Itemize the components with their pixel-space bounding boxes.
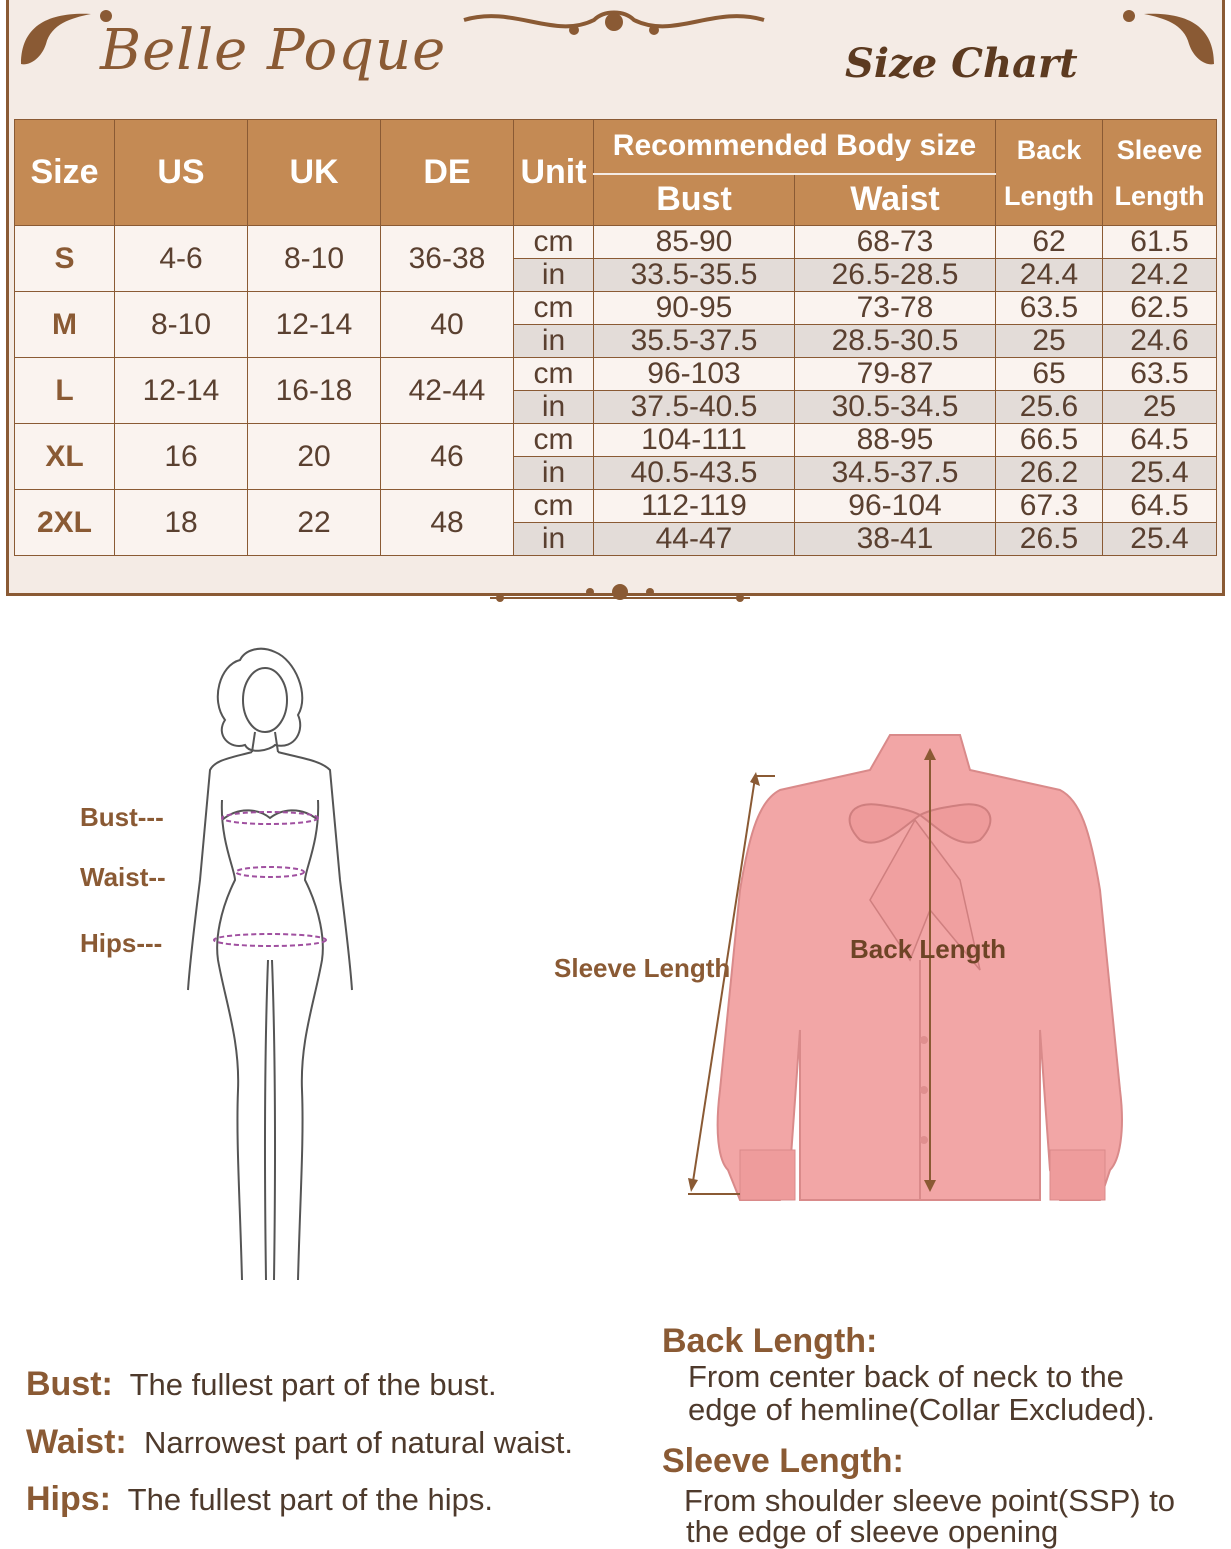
header-back-length-text: Back Length <box>1004 134 1094 211</box>
sleeve-cell: 63.5 <box>1103 358 1217 391</box>
definition-sleeve-length-line2: the edge of sleeve opening <box>686 1514 1059 1549</box>
waist-cell: 34.5-37.5 <box>795 457 996 490</box>
unit-cell: in <box>514 391 594 424</box>
definition-bust-term: Bust: <box>26 1365 113 1403</box>
waist-cell: 68-73 <box>795 226 996 259</box>
bust-cell: 90-95 <box>594 292 795 325</box>
header-sleeve-length <box>1103 120 1217 226</box>
table-row <box>15 490 1217 523</box>
figure-label-waist: Waist-- <box>80 862 166 892</box>
unit-cell: in <box>514 259 594 292</box>
back-cell: 62 <box>996 226 1103 259</box>
figure-label-hips: Hips--- <box>80 928 163 958</box>
size-cell: 2XL <box>15 490 115 556</box>
definition-back-length-line1: From center back of neck to the <box>688 1359 1124 1394</box>
size-table <box>14 119 1217 556</box>
corner-flourish-right <box>1104 4 1224 74</box>
definition-sleeve-length-line1: From shoulder sleeve point(SSP) to <box>684 1483 1176 1518</box>
de-cell: 46 <box>381 424 514 490</box>
bust-cell: 104-111 <box>594 424 795 457</box>
back-cell: 25.6 <box>996 391 1103 424</box>
bust-cell: 35.5-37.5 <box>594 325 795 358</box>
size-cell: M <box>15 292 115 358</box>
size-cell: XL <box>15 424 115 490</box>
size-cell: S <box>15 226 115 292</box>
header-size: Size <box>15 120 115 226</box>
sleeve-cell: 62.5 <box>1103 292 1217 325</box>
de-cell: 48 <box>381 490 514 556</box>
waist-cell: 26.5-28.5 <box>795 259 996 292</box>
unit-cell: in <box>514 457 594 490</box>
definition-back-length-term: Back Length: <box>662 1322 878 1360</box>
uk-cell: 22 <box>248 490 381 556</box>
waist-cell: 79-87 <box>795 358 996 391</box>
header-unit: Unit <box>514 120 594 226</box>
bust-cell: 112-119 <box>594 490 795 523</box>
figure-label-sleeve-length: Sleeve Length <box>554 953 731 983</box>
unit-cell: cm <box>514 226 594 259</box>
waist-cell: 73-78 <box>795 292 996 325</box>
chart-title: Size Chart <box>845 40 1078 87</box>
unit-cell: cm <box>514 490 594 523</box>
us-cell: 18 <box>115 490 248 556</box>
back-cell: 25 <box>996 325 1103 358</box>
waist-cell: 96-104 <box>795 490 996 523</box>
bust-cell: 33.5-35.5 <box>594 259 795 292</box>
definition-hips <box>26 1480 493 1519</box>
blouse-illustration <box>680 730 1150 1210</box>
uk-cell: 20 <box>248 424 381 490</box>
back-cell: 67.3 <box>996 490 1103 523</box>
us-cell: 8-10 <box>115 292 248 358</box>
uk-cell: 12-14 <box>248 292 381 358</box>
de-cell: 40 <box>381 292 514 358</box>
back-cell: 63.5 <box>996 292 1103 325</box>
waist-cell: 88-95 <box>795 424 996 457</box>
header-waist: Waist <box>795 174 996 226</box>
waist-cell: 38-41 <box>795 523 996 556</box>
table-row <box>15 226 1217 259</box>
header-back-length <box>996 120 1103 226</box>
back-cell: 26.2 <box>996 457 1103 490</box>
unit-cell: cm <box>514 358 594 391</box>
sleeve-cell: 64.5 <box>1103 424 1217 457</box>
sleeve-cell: 64.5 <box>1103 490 1217 523</box>
table-row <box>15 424 1217 457</box>
definition-waist <box>26 1423 573 1462</box>
bust-cell: 40.5-43.5 <box>594 457 795 490</box>
uk-cell: 8-10 <box>248 226 381 292</box>
us-cell: 4-6 <box>115 226 248 292</box>
header-us: US <box>115 120 248 226</box>
sleeve-cell: 25 <box>1103 391 1217 424</box>
bust-cell: 37.5-40.5 <box>594 391 795 424</box>
sleeve-cell: 61.5 <box>1103 226 1217 259</box>
definition-hips-term: Hips: <box>26 1480 111 1518</box>
us-cell: 16 <box>115 424 248 490</box>
back-cell: 66.5 <box>996 424 1103 457</box>
unit-cell: cm <box>514 292 594 325</box>
header-recommended: Recommended Body size <box>594 120 996 174</box>
uk-cell: 16-18 <box>248 358 381 424</box>
sleeve-cell: 24.2 <box>1103 259 1217 292</box>
back-cell: 24.4 <box>996 259 1103 292</box>
header-sleeve-length-text: Sleeve Length <box>1114 134 1205 211</box>
waist-cell: 28.5-30.5 <box>795 325 996 358</box>
table-row <box>15 292 1217 325</box>
definition-bust <box>26 1365 497 1404</box>
header-bust: Bust <box>594 174 795 226</box>
definition-bust-text: The fullest part of the bust. <box>129 1367 497 1402</box>
bust-cell: 44-47 <box>594 523 795 556</box>
table-row <box>15 358 1217 391</box>
header-uk: UK <box>248 120 381 226</box>
us-cell: 12-14 <box>115 358 248 424</box>
unit-cell: cm <box>514 424 594 457</box>
unit-cell: in <box>514 523 594 556</box>
definition-back-length-line2: edge of hemline(Collar Excluded). <box>688 1392 1155 1427</box>
bust-cell: 96-103 <box>594 358 795 391</box>
size-cell: L <box>15 358 115 424</box>
definition-sleeve-length-term: Sleeve Length: <box>662 1442 904 1480</box>
sleeve-cell: 25.4 <box>1103 523 1217 556</box>
definition-waist-term: Waist: <box>26 1423 127 1461</box>
top-flourish <box>454 0 774 50</box>
figure-label-bust: Bust--- <box>80 802 164 832</box>
definition-hips-text: The fullest part of the hips. <box>127 1482 493 1517</box>
back-cell: 26.5 <box>996 523 1103 556</box>
sleeve-cell: 25.4 <box>1103 457 1217 490</box>
figure-label-back-length: Back Length <box>850 934 1007 964</box>
unit-cell: in <box>514 325 594 358</box>
waist-cell: 30.5-34.5 <box>795 391 996 424</box>
header-de: DE <box>381 120 514 226</box>
de-cell: 36-38 <box>381 226 514 292</box>
de-cell: 42-44 <box>381 358 514 424</box>
back-cell: 65 <box>996 358 1103 391</box>
sleeve-cell: 24.6 <box>1103 325 1217 358</box>
bust-cell: 85-90 <box>594 226 795 259</box>
bottom-flourish <box>490 578 750 612</box>
definition-waist-text: Narrowest part of natural waist. <box>143 1425 573 1460</box>
brand-logo: Belle Poque <box>100 18 447 83</box>
body-figure-illustration <box>180 640 370 1300</box>
